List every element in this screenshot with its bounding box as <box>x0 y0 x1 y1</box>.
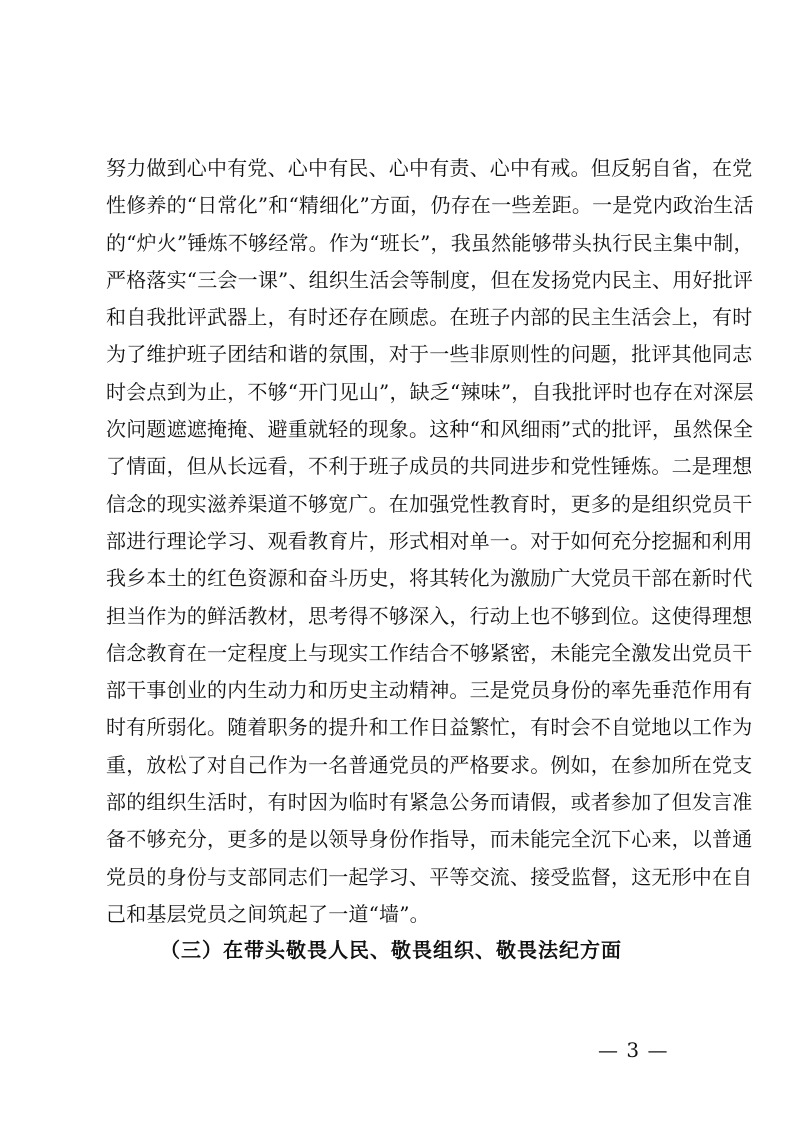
paragraph-line: 和自我批评武器上，有时还存在顾虑。在班子内部的民主生活会上，有时 <box>106 305 753 330</box>
page-number: — 3 — <box>598 1038 669 1062</box>
paragraph-line: 时会点到为止，不够“开门见山”，缺乏“辣味”，自我批评时也存在对深层 <box>106 379 754 404</box>
paragraph-line: 部的组织生活时，有时因为临时有紧急公务而请假，或者参加了但发言准 <box>106 790 753 815</box>
paragraph-line: 次问题遮遮掩掩、避重就轻的现象。这种“和风细雨”式的批评，虽然保全 <box>106 417 754 442</box>
body-paragraph <box>106 150 754 933</box>
paragraph-line: 了情面，但从长远看，不利于班子成员的共同进步和党性锤炼。二是理想 <box>106 454 753 479</box>
paragraph-line: 时有所弱化。随着职务的提升和工作日益繁忙，有时会不自觉地以工作为 <box>106 715 753 740</box>
paragraph-line: 努力做到心中有党、心中有民、心中有责、心中有戒。但反躬自省，在党 <box>106 156 753 180</box>
paragraph-line: 的“炉火”锤炼不够经常。作为“班长”，我虽然能够带头执行民主集中制， <box>106 230 754 255</box>
paragraph-line: 信念教育在一定程度上与现实工作结合不够紧密，未能完全激发出党员干 <box>106 640 753 665</box>
paragraph-line: 部进行理论学习、观看教育片，形式相对单一。对于如何充分挖掘和利用 <box>106 528 753 553</box>
paragraph-line: 我乡本土的红色资源和奋斗历史，将其转化为激励广大党员干部在新时代 <box>106 566 753 591</box>
paragraph-line: 信念的现实滋养渠道不够宽广。在加强党性教育时，更多的是组织党员干 <box>106 491 753 516</box>
section-subheading: （三）在带头敬畏人民、敬畏组织、敬畏法纪方面 <box>160 938 622 962</box>
paragraph-line: 备不够充分，更多的是以领导身份作指导，而未能完全沉下心来，以普通 <box>106 827 753 852</box>
paragraph-line: 党员的身份与支部同志们一起学习、平等交流、接受监督，这无形中在自 <box>106 864 753 889</box>
paragraph-line: 性修养的“日常化”和“精细化”方面，仍存在一些差距。一是党内政治生活 <box>106 193 754 218</box>
paragraph-line: 严格落实“三会一课”、组织生活会等制度，但在发扬党内民主、用好批评 <box>106 267 754 292</box>
paragraph-line: 重，放松了对自己作为一名普通党员的严格要求。例如，在参加所在党支 <box>106 752 753 777</box>
paragraph-line: 担当作为的鲜活教材，思考得不够深入，行动上也不够到位。这使得理想 <box>106 603 753 628</box>
paragraph-line: 己和基层党员之间筑起了一道“墙”。 <box>106 901 430 926</box>
paragraph-line: 为了维护班子团结和谐的氛围，对于一些非原则性的问题，批评其他同志 <box>106 342 753 367</box>
paragraph-line: 部干事创业的内生动力和历史主动精神。三是党员身份的率先垂范作用有 <box>106 678 753 703</box>
